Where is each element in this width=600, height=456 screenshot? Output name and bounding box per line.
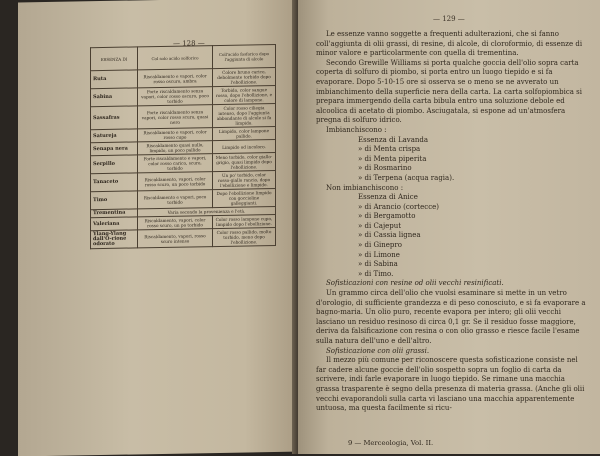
row-phosphoric: Torbido, color sangue rosso, dopo l'ebollizione, e colore di lampone. xyxy=(213,85,276,104)
resin-paragraph: Un grammo circa dell'olio che vuolsi esaminare si mette in un vetro d'orologio, di sufficiente grandezza e di peso conosciuto, e si fa evaporare a bagno-maria. Un olio puro, recente evapora per intero; gli olii vecchi lasciano un residuo resinoso di circa 0,1 gr. Se il residuo fosse maggiore, deriva da falsificazione con resina o con olio grasso e riesce facile l'esame sulla natura dell'uno e dell'altro. xyxy=(316,289,586,345)
row-sulfuric: Riscaldamento e vapori, color rosso cupo xyxy=(138,128,213,142)
row-phosphoric: Limpido, color lampone pallido. xyxy=(213,126,276,140)
row-name: Timo xyxy=(91,191,138,210)
row-phosphoric: Meno torbido, color giallo-grigio, quasi limpido dopo l'ebollizione. xyxy=(213,152,276,171)
row-sulfuric: Forte riscaldamento e vapori, color rosso carico, scuro, torbido xyxy=(138,154,213,173)
row-phosphoric: Color rosso pallido, molto torbido, meno dopo l'ebollizione. xyxy=(213,227,276,246)
table-header-row xyxy=(91,44,276,70)
list-item: » di Menta piperita xyxy=(358,154,427,163)
list-item: » di Limone xyxy=(358,250,400,259)
essences-table xyxy=(90,44,276,249)
list-item: » di Timo. xyxy=(358,269,394,278)
row-name: Tanaceto xyxy=(91,173,138,192)
list-item: » di Cassia lignea xyxy=(358,231,421,240)
row-name: Senapa nera xyxy=(91,142,138,156)
row-phosphoric: Color rosso lampone cupo, limpido dopo l'ebollizione. xyxy=(213,214,276,228)
list-item: » di Bergamotto xyxy=(358,212,416,221)
row-merged-note: Varia secondo la provenienza e l'età. xyxy=(138,206,276,216)
right-page-number: — 129 — xyxy=(433,15,465,23)
right-page-body xyxy=(316,30,588,414)
row-sulfuric: Riscaldamento, vapori, color rosso scuro, un po torbido xyxy=(138,216,213,230)
header-sulfuric: Col solo acido solforico xyxy=(138,46,213,70)
row-name: Sabina xyxy=(91,88,138,107)
list-item: Essenza di Anice xyxy=(358,193,418,202)
list-item: » di Arancio (cortecce) xyxy=(358,202,440,211)
row-sulfuric: Riscaldamento, vapori, rosso scuro intenso xyxy=(138,229,213,248)
fat-oil-paragraph: Il mezzo più comune per riconoscere questa sofisticazione consiste nel far cadere alcune goccie dell'olio sospetto sopra un foglio di carta da scrivere, indi farle evaporare in luogo tiepido. Se rimane una macchia grassa trasparente è segno della presenza di materia grassa. (Anche gli olii vecchi evaporandoli sulla carta vi lasciano una macchia apparentemente untuosa, ma questa facilmente si ricu- xyxy=(316,356,585,413)
list-item: Essenza di Lavanda xyxy=(358,135,429,144)
list-item: » di Sabina xyxy=(358,260,398,269)
bleaching-heading: Imbianchiscono : xyxy=(326,125,387,134)
row-sulfuric: Riscaldamento e vapori, poco torbido xyxy=(138,190,213,209)
nonbleaching-list xyxy=(316,193,588,279)
row-name: Valeriana xyxy=(91,217,138,231)
list-item: » di Terpena (acqua ragia). xyxy=(358,173,455,182)
row-sulfuric: Riscaldamento quasi nullo, limpido, un poco pallido xyxy=(138,141,213,155)
row-phosphoric: Dopo l'ebollizione limpido con goccioline galleggianti. xyxy=(213,188,276,207)
row-sulfuric: Riscaldamento, vapori, color rosso scuro, un poco torbido xyxy=(138,172,213,191)
row-phosphoric: Color rosso ciliegia intenso, dopo l'aggiunta abbondante di alcole si fa limpido. xyxy=(213,103,276,127)
intro-paragraph: Le essenze vanno soggette a frequenti adulterazioni, che si fanno coll'aggiunta di olii grassi, di resine, di alcole, di cloroformio, di essenze di minor valore e particolarmente con quella di trementina. xyxy=(316,30,583,58)
page-footer: 9 — Merceologia, Vol. II. xyxy=(348,439,434,447)
list-item: » di Cajeput xyxy=(358,221,402,230)
left-page-number: — 128 — xyxy=(173,39,205,48)
bleaching-list xyxy=(316,136,588,184)
nonbleaching-heading: Non imbianchiscono : xyxy=(326,183,404,192)
row-name: Serpillo xyxy=(91,155,138,174)
row-name: Sassafras xyxy=(91,106,138,130)
table-row xyxy=(91,103,276,129)
list-item: » di Rosmarino xyxy=(358,164,412,173)
fat-oil-subheading: Sofisticazione con olii grassi. xyxy=(326,346,430,355)
left-page xyxy=(18,0,301,456)
row-phosphoric: Limpido od incoloro. xyxy=(213,139,276,153)
row-phosphoric: Un po' torbido, color rosso-giallo rancio, dopo l'ebollizione e limpido. xyxy=(213,170,276,189)
table-row xyxy=(91,227,276,248)
row-sulfuric: Forte riscaldamento senza vapori, color rosso scuro, quasi nero xyxy=(138,105,213,129)
williams-paragraph: Secondo Grewille Williams si porta qualche goccia dell'olio sopra carta coperta di solfuro di piombo, si porta entro un luogo tiepido e si fa evaporare. Dopo 5-10-15 ore si osserva se o meno se ne avverato un imbianchimento della superficie nera della carta. La carta solfopiombica si prepara immergendo della carta bibula entro una soluzione debole ed alcoolica di acetato di piombo. Asciugatala, si espone ad un'atmosfera pregna di solfuro idrico. xyxy=(316,58,583,125)
right-page xyxy=(298,0,600,454)
row-name: Ylang-Ylang dall'O-rione odorato xyxy=(91,230,138,249)
row-sulfuric: Forte riscaldamento senza vapori, color rosso oscuro, poco torbido xyxy=(138,87,213,106)
header-essence: ESSENZA DI xyxy=(91,47,138,71)
list-item: » di Menta crispa xyxy=(358,145,421,154)
row-name: Trementina xyxy=(91,209,138,218)
row-phosphoric: Colore bruno carico, debolmente torbido dopo l'ebollizione. xyxy=(213,67,276,86)
row-sulfuric: Riscaldamento e vapori, color rosso oscuro, ambra xyxy=(138,69,213,88)
row-name: Satureja xyxy=(91,129,138,143)
list-item: » di Ginepro xyxy=(358,241,402,250)
resin-subheading: Sofisticazioni con resine od olii vecchi resinificati. xyxy=(326,279,504,288)
header-phosphoric: Coll'acido fosforico dopo l'aggiunta di alcole xyxy=(213,44,276,68)
row-name: Ruta xyxy=(91,70,138,89)
